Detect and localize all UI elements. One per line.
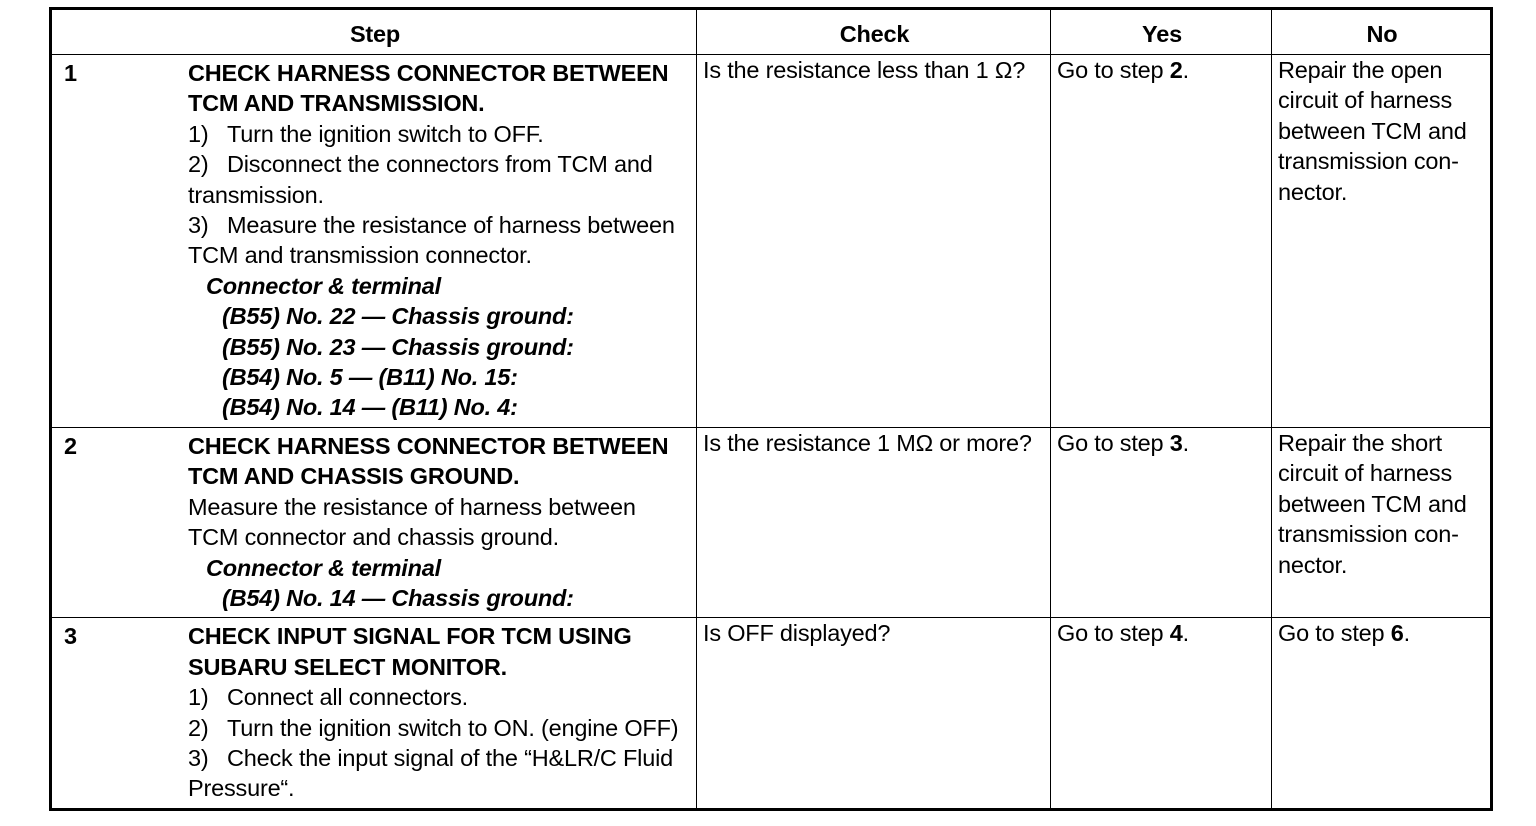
instruction-text: Turn the ignition switch to OFF. [227,120,544,147]
table-row [51,427,1492,617]
instruction-text: Check the input signal of the “H&LR/C Fluid Pressure“. [188,744,673,802]
step-cell [51,427,697,617]
no-cell: Repair the open circuit of harness between TCM and transmission con-nector. [1272,55,1492,428]
instruction [188,119,690,149]
instruction-number: 1) [188,684,209,711]
header-row [51,9,1492,55]
step-number: 3 [64,623,77,650]
instruction-number: 3) [188,212,209,239]
instruction [188,210,690,271]
connector-item: (B54) No. 14 — Chassis ground: [222,584,574,611]
yes-step: 2 [1169,57,1183,83]
connector-item: (B55) No. 22 — Chassis ground: [222,303,574,330]
instruction [188,682,690,712]
instruction-number: 2) [188,714,209,741]
instruction-text: Disconnect the connectors from TCM and transmission. [188,151,653,208]
instruction-text: Measure the resistance of harness between TCM and transmission connector. [188,212,675,269]
step-description: Measure the resistance of harness between TCM connector and chassis ground. [188,493,636,551]
instruction-number: 2) [188,151,209,178]
no-cell: Repair the short circuit of harness between TCM and transmission con-nector. [1272,427,1492,617]
yes-cell [1051,55,1272,428]
check-cell: Is OFF displayed? [697,618,1051,809]
header-check: Check [697,9,1051,55]
step-body [188,55,692,427]
check-cell: Is the resistance 1 MΩ or more? [697,427,1051,617]
instruction-text: Turn the ignition switch to ON. (engine OFF) [227,714,679,741]
instruction-number: 1) [188,120,209,147]
check-cell: Is the resistance less than 1 Ω? [697,55,1051,428]
step-body [188,618,692,807]
instruction [188,713,690,743]
table-row [51,55,1492,428]
header-no: No [1272,9,1492,55]
table-row [51,618,1492,809]
connector-item: (B55) No. 23 — Chassis ground: [222,333,574,360]
yes-cell [1051,618,1272,809]
header-step: Step [51,9,697,55]
step-cell [51,618,697,809]
connector-heading: Connector & terminal [206,272,441,299]
instruction [188,149,690,210]
header-yes: Yes [1051,9,1272,55]
instruction-text: Connect all connectors. [227,684,468,711]
yes-suffix: . [1182,57,1189,83]
yes-suffix: . [1182,620,1189,647]
instruction [188,743,690,804]
no-cell [1272,618,1492,809]
instruction-number: 3) [188,744,209,771]
no-suffix: . [1403,620,1410,647]
step-title: CHECK HARNESS CONNECTOR BETWEEN TCM AND TRANSMISSION. [188,60,669,117]
yes-step: 4 [1169,620,1183,647]
diagnostic-table [49,7,1493,811]
no-step: 6 [1390,620,1404,647]
step-title: CHECK HARNESS CONNECTOR BETWEEN TCM AND CHASSIS GROUND. [188,432,669,490]
connector-item: (B54) No. 5 — (B11) No. 15: [222,364,518,391]
yes-prefix: Go to step [1057,620,1170,647]
connector-heading: Connector & terminal [206,554,441,581]
step-number: 2 [64,432,77,459]
yes-step: 3 [1169,429,1183,456]
yes-prefix: Go to step [1057,57,1170,83]
yes-prefix: Go to step [1057,429,1170,456]
step-number: 1 [64,60,77,86]
yes-cell [1051,427,1272,617]
yes-suffix: . [1182,429,1189,456]
no-prefix: Go to step [1278,620,1391,647]
step-body [188,428,692,617]
step-cell [51,55,697,428]
connector-item: (B54) No. 14 — (B11) No. 4: [222,394,518,421]
step-title: CHECK INPUT SIGNAL FOR TCM USING SUBARU SELECT MONITOR. [188,623,632,680]
